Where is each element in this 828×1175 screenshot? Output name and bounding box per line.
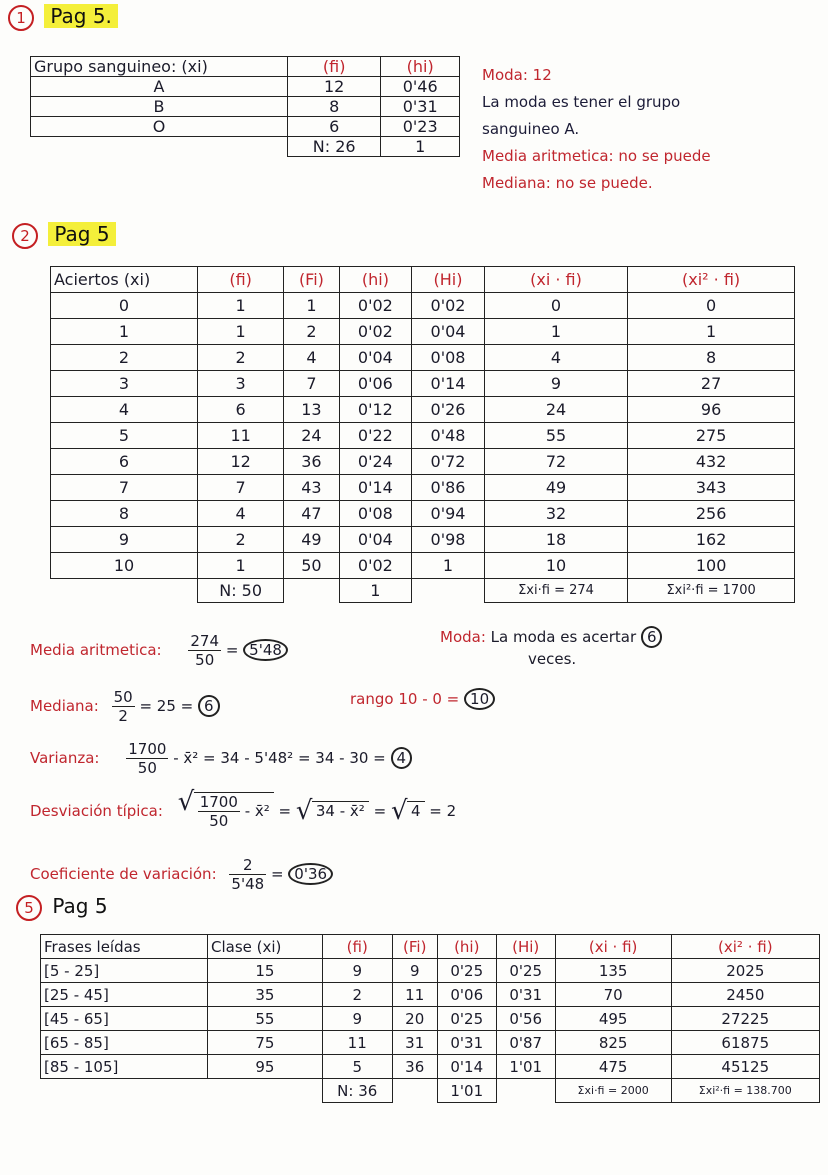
total-h: 1 [381,137,460,157]
table-cell: 10 [51,553,198,579]
table-cell: B [31,97,288,117]
table-header: (fi) [198,267,284,293]
desviacion-fraction [198,793,240,830]
total-sum-xf: Σxi·fi = 274 [484,579,627,603]
fraction-denominator: 5'48 [231,875,265,893]
table-cell: 31 [392,1031,437,1055]
desviacion-label: Desviación típica: [30,802,163,820]
table-cell: 0'06 [437,983,496,1007]
table-cell: 45125 [671,1055,819,1079]
table-cell: 2 [198,345,284,371]
mediana-middle: = 25 = [139,697,194,715]
fraction-numerator: √ 1700 [199,793,238,811]
table-cell: 0'87 [496,1031,555,1055]
table-cell: 2450 [671,983,819,1007]
table-cell: 0'02 [339,553,412,579]
total-sum-xf: Σxi·fi = 2000 [555,1079,671,1103]
table-cell: 75 [208,1031,323,1055]
table-cell: 0'46 [381,77,460,97]
table-row [41,959,820,983]
table-cell: 27225 [671,1007,819,1031]
table-cell: 0'06 [339,371,412,397]
table-cell: 0'98 [412,527,485,553]
table-cell: 36 [392,1055,437,1079]
table-row [31,117,460,137]
table-cell: 1 [51,319,198,345]
table-cell: 6 [51,449,198,475]
table-header: (hi) [381,57,460,77]
table-cell: 49 [484,475,627,501]
table-cell: 7 [51,475,198,501]
moda-label: Moda: [440,628,486,646]
table-total-row [51,579,795,603]
table-cell: 1 [628,319,795,345]
sqrt-1 [194,792,274,830]
table-cell: 2 [198,527,284,553]
media-result: 5'48 [243,639,288,661]
table-cell: 9 [51,527,198,553]
table-header: (fi) [288,57,381,77]
table-row [51,449,795,475]
table-cell: 0'24 [339,449,412,475]
total-sum-x2f: Σxi²·fi = 138.700 [671,1079,819,1103]
table-row [51,423,795,449]
media-fraction [188,632,221,669]
cv-label: Coeficiente de variación: [30,865,217,883]
table-cell: [65 - 85] [41,1031,208,1055]
table-cell: 3 [198,371,284,397]
table-row [51,527,795,553]
table-cell: 36 [284,449,339,475]
media-line: Media aritmetica: $\frac{274}{50}$ = 5'48 [30,632,288,669]
table-cell: 1 [198,319,284,345]
table-cell: 8 [51,501,198,527]
table-cell: 5 [322,1055,392,1079]
section-1-notes [482,62,711,197]
table-cell: 18 [484,527,627,553]
table-header: Clase (xi) [208,935,323,959]
total-n: N: 50 [198,579,284,603]
table-total-row [41,1079,820,1103]
table-header: (xi² · fi) [671,935,819,959]
table-cell: 9 [392,959,437,983]
section-1-number: 1 [8,5,34,31]
table-cell: 825 [555,1031,671,1055]
table-row [41,1031,820,1055]
table-cell: 11 [392,983,437,1007]
table-cell: 9 [484,371,627,397]
table-header: (Hi) [412,267,485,293]
table-cell: 11 [198,423,284,449]
table-cell: 0'23 [381,117,460,137]
fraction-numerator: 50 [113,688,133,706]
table-cell: 11 [322,1031,392,1055]
fraction-numerator: 274 [190,632,220,650]
note-line: La moda es tener el grupo [482,93,681,111]
table-row [31,97,460,117]
table-row [51,397,795,423]
table-cell: 4 [484,345,627,371]
table-cell: 0'31 [496,983,555,1007]
table-cell: 0'08 [339,501,412,527]
empty-cell [284,579,339,603]
moda-text: La moda es acertar [490,628,637,646]
table-row [41,1007,820,1031]
table-cell: 4 [284,345,339,371]
table-cell: 15 [208,959,323,983]
desviacion-term: - x̄² [244,802,270,820]
table-cell: 43 [284,475,339,501]
table-cell: 2 [51,345,198,371]
table-total-row [31,137,460,157]
table-cell: 1'01 [496,1055,555,1079]
table-cell: 0'26 [412,397,485,423]
table-cell: 70 [555,983,671,1007]
varianza-fraction [126,740,168,777]
note-line: Media aritmetica: no se puede [482,147,711,165]
table-cell: 1 [198,293,284,319]
empty-cell [412,579,485,603]
mediana-label: Mediana: [30,697,99,715]
table-cell: 0'14 [412,371,485,397]
table-cell: 0'56 [496,1007,555,1031]
table-cell: 0'25 [496,959,555,983]
table-cell: 50 [284,553,339,579]
moda-value: 6 [641,626,663,648]
table-cell: 6 [288,117,381,137]
table-cell: 162 [628,527,795,553]
table-cell: 8 [628,345,795,371]
table-cell: 6 [198,397,284,423]
table-cell: 475 [555,1055,671,1079]
table-cell: 27 [628,371,795,397]
table-cell: 343 [628,475,795,501]
table-cell: [45 - 65] [41,1007,208,1031]
table-cell: 0'25 [437,1007,496,1031]
table-row [41,1055,820,1079]
table-cell: 9 [322,1007,392,1031]
table-header: (xi · fi) [484,267,627,293]
varianza-line [30,740,412,777]
table-cell: 275 [628,423,795,449]
table-row [51,319,795,345]
table-cell: 10 [484,553,627,579]
table-cell: 0'48 [412,423,485,449]
table-cell: 5 [51,423,198,449]
mediana-result: 6 [198,695,220,717]
table-cell: 0'25 [437,959,496,983]
table-row [51,293,795,319]
note-line: sanguineo A. [482,120,580,138]
table-cell: 0 [484,293,627,319]
table-cell: 2 [322,983,392,1007]
fraction-denominator: 2 [118,707,128,725]
table-cell: 0'04 [412,319,485,345]
table-cell: 495 [555,1007,671,1031]
table-header: Grupo sanguineo: (xi) [31,57,288,77]
table-cell: 0'02 [339,293,412,319]
table-cell: 96 [628,397,795,423]
total-n: N: 36 [322,1079,392,1103]
table-cell: 35 [208,983,323,1007]
table-cell: 32 [484,501,627,527]
total-n: N: 26 [288,137,381,157]
table-cell: 12 [288,77,381,97]
table-cell: 8 [288,97,381,117]
table-cell: 4 [51,397,198,423]
empty-cell [496,1079,555,1103]
table-cell: 95 [208,1055,323,1079]
desviacion-result: = 2 [429,802,457,820]
table-cell: 0'94 [412,501,485,527]
section-5-number: 5 [16,895,42,921]
table-cell: 0'04 [339,345,412,371]
sqrt-3: √ 4 [407,801,425,820]
table-cell: 0'31 [381,97,460,117]
fraction-numerator: 2 [229,856,266,875]
table-header: (Fi) [392,935,437,959]
total-h: 1 [339,579,412,603]
table-cell: 0 [628,293,795,319]
table-cell: 0'22 [339,423,412,449]
table-cell: 2 [284,319,339,345]
fraction-denominator: 50 [137,759,157,777]
table-header: Aciertos (xi) [51,267,198,293]
empty-cell [51,579,198,603]
table-row [51,501,795,527]
table-cell: 9 [322,959,392,983]
table-cell: 49 [284,527,339,553]
rango-line [350,690,495,708]
table-cell: 135 [555,959,671,983]
fraction-numerator: 1700 [128,740,167,758]
table-cell: 3 [51,371,198,397]
moda-line [440,626,662,670]
table-cell: 0'02 [412,293,485,319]
table-cell: 1 [284,293,339,319]
total-h: 1'01 [437,1079,496,1103]
section-1-header [8,4,118,31]
section-5-header [16,894,108,921]
table-cell: 0'14 [339,475,412,501]
table-cell: 24 [484,397,627,423]
table-row [31,77,460,97]
table-cell: 20 [392,1007,437,1031]
rango-label: rango 10 - 0 = [350,690,460,708]
table-cell: 7 [284,371,339,397]
table-cell: 0'02 [339,319,412,345]
table-cell: 1 [484,319,627,345]
table-cell: [85 - 105] [41,1055,208,1079]
blood-group-table [30,56,460,157]
desviacion-line: Desviación típica: √ $\frac{1700}{50}$ - x̄² = √ 34 - x̄² = √ 4 = 2 [30,792,456,830]
phrases-table [40,934,820,1103]
table-cell: 100 [628,553,795,579]
fraction-denominator: 50 [195,651,215,669]
table-row [51,345,795,371]
table-cell: 0'04 [339,527,412,553]
table-cell: 61875 [671,1031,819,1055]
table-cell: 432 [628,449,795,475]
media-label: Media aritmetica: [30,641,162,659]
section-1-title: Pag 5. [44,4,118,28]
table-cell: 0'12 [339,397,412,423]
table-cell: 0 [51,293,198,319]
cv-fraction [229,856,266,893]
section-5-title: Pag 5 [52,894,108,918]
table-row [51,371,795,397]
table-header: (Fi) [284,267,339,293]
varianza-result: 4 [391,747,413,769]
table-row [41,983,820,1007]
fraction-denominator: 50 [209,812,229,830]
table-cell: 1 [198,553,284,579]
table-cell: [5 - 25] [41,959,208,983]
empty-cell [208,1079,323,1103]
section-2-title: Pag 5 [48,222,115,246]
varianza-label: Varianza: [30,749,100,767]
empty-cell [392,1079,437,1103]
table-cell: O [31,117,288,137]
rango-result: 10 [464,688,495,710]
hits-table [50,266,795,603]
table-cell: 1 [412,553,485,579]
table-header: (hi) [437,935,496,959]
table-header: (hi) [339,267,412,293]
table-cell: 0'86 [412,475,485,501]
table-header: (fi) [322,935,392,959]
cv-line: Coeficiente de variación: $\frac{2}{5'48}$ = 0'36 [30,856,333,893]
table-cell: A [31,77,288,97]
cv-result: 0'36 [288,863,333,885]
table-cell: 0'31 [437,1031,496,1055]
section-2-header [12,222,116,249]
moda-text-2: veces. [528,650,577,668]
table-cell: 12 [198,449,284,475]
note-line: Moda: 12 [482,66,552,84]
table-cell: 4 [198,501,284,527]
table-cell: 0'08 [412,345,485,371]
table-cell: 47 [284,501,339,527]
table-cell: 7 [198,475,284,501]
table-cell: 13 [284,397,339,423]
table-header: Frases leídas [41,935,208,959]
table-cell: 2025 [671,959,819,983]
section-2-number: 2 [12,223,38,249]
note-line: Mediana: no se puede. [482,174,653,192]
empty-cell [31,137,288,157]
mediana-line [30,688,220,725]
table-cell: [25 - 45] [41,983,208,1007]
table-row [51,475,795,501]
table-row [51,553,795,579]
table-cell: 55 [208,1007,323,1031]
table-header: (xi · fi) [555,935,671,959]
table-cell: 256 [628,501,795,527]
sqrt-2: √ 34 - x̄² [312,801,369,820]
table-cell: 24 [284,423,339,449]
table-cell: 72 [484,449,627,475]
table-cell: 0'72 [412,449,485,475]
mediana-fraction [112,688,135,725]
table-cell: 0'14 [437,1055,496,1079]
table-header: (xi² · fi) [628,267,795,293]
table-header: (Hi) [496,935,555,959]
varianza-expression: - x̄² = 34 - 5'48² = 34 - 30 = [173,749,386,767]
total-sum-x2f: Σxi²·fi = 1700 [628,579,795,603]
empty-cell [41,1079,208,1103]
table-cell: 55 [484,423,627,449]
